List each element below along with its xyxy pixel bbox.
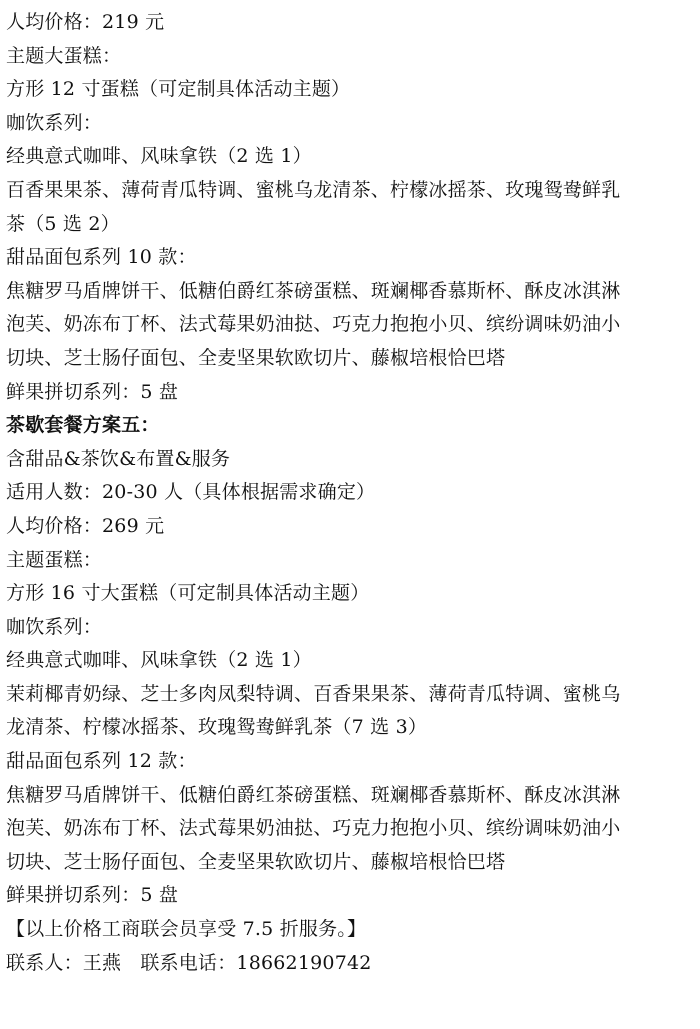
plan4-fruit: 鲜果拼切系列：5 盘 xyxy=(6,380,179,403)
plan5-people: 适用人数：20-30 人（具体根据需求确定） xyxy=(6,481,376,504)
plan4-dessert-line-2: 泡芙、奶冻布丁杯、法式莓果奶油挞、巧克力抱抱小贝、缤纷调味奶油小 xyxy=(6,313,621,336)
plan4-drink-title: 咖饮系列： xyxy=(6,111,103,134)
plan4-dessert-line-3: 切块、芝士肠仔面包、全麦坚果软欧切片、藤椒培根恰巴塔 xyxy=(6,346,506,369)
plan5-heading: 茶歇套餐方案五： xyxy=(6,414,160,437)
plan5-fruit: 鲜果拼切系列：5 盘 xyxy=(6,884,179,907)
plan4-dessert-title: 甜品面包系列 10 款： xyxy=(6,246,197,269)
plan5-dessert-title: 甜品面包系列 12 款： xyxy=(6,750,197,773)
plan5-includes: 含甜品&茶饮&布置&服务 xyxy=(6,447,231,470)
plan5-cake-desc: 方形 16 寸大蛋糕（可定制具体活动主题） xyxy=(6,582,370,605)
plan5-dessert-line-2: 泡芙、奶冻布丁杯、法式莓果奶油挞、巧克力抱抱小贝、缤纷调味奶油小 xyxy=(6,817,621,840)
plan5-coffee: 经典意式咖啡、风味拿铁（2 选 1） xyxy=(6,649,312,672)
plan4-price: 人均价格：219 元 xyxy=(6,11,165,33)
discount-note: 【以上价格工商联会员享受 7.5 折服务。】 xyxy=(6,918,367,941)
plan5-price: 人均价格：269 元 xyxy=(6,514,165,537)
plan5-tea-line-1: 茉莉椰青奶绿、芝士多肉凤梨特调、百香果果茶、薄荷青瓜特调、蜜桃乌 xyxy=(6,682,621,705)
plan4-cake-title: 主题大蛋糕： xyxy=(6,44,122,67)
plan5-drink-title: 咖饮系列： xyxy=(6,615,103,638)
contact-info: 联系人：王燕 联系电话：18662190742 xyxy=(6,951,372,974)
plan4-coffee: 经典意式咖啡、风味拿铁（2 选 1） xyxy=(6,145,312,168)
plan4-dessert-line-1: 焦糖罗马盾牌饼干、低糖伯爵红茶磅蛋糕、斑斓椰香慕斯杯、酥皮冰淇淋 xyxy=(6,279,621,302)
plan5-cake-title: 主题蛋糕： xyxy=(6,548,103,571)
plan4-tea-line-1: 百香果果茶、薄荷青瓜特调、蜜桃乌龙清茶、柠檬冰摇茶、玫瑰鸳鸯鲜乳 xyxy=(6,178,621,201)
plan4-tea-line-2: 茶（5 选 2） xyxy=(6,212,120,235)
plan5-tea-line-2: 龙清茶、柠檬冰摇茶、玫瑰鸳鸯鲜乳茶（7 选 3） xyxy=(6,716,428,739)
plan5-dessert-line-3: 切块、芝士肠仔面包、全麦坚果软欧切片、藤椒培根恰巴塔 xyxy=(6,850,506,873)
plan4-cake-desc: 方形 12 寸蛋糕（可定制具体活动主题） xyxy=(6,78,351,101)
plan5-dessert-line-1: 焦糖罗马盾牌饼干、低糖伯爵红茶磅蛋糕、斑斓椰香慕斯杯、酥皮冰淇淋 xyxy=(6,783,621,806)
